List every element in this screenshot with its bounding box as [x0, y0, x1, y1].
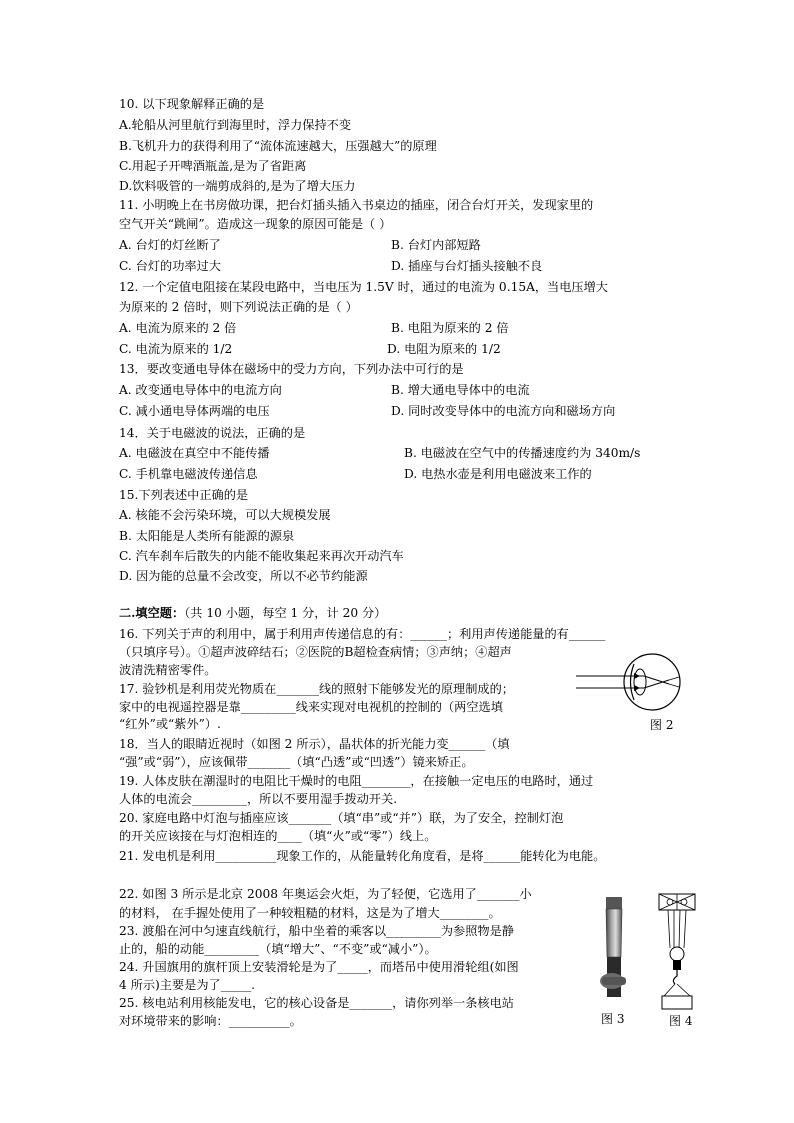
q12-option-c: C. 电流为原来的 1/2 — [119, 342, 233, 356]
q16-line1: 16. 下列关于声的利用中，属于利用声传递信息的有：______；利用声传递能量的有______ — [119, 627, 606, 641]
q11-stem-line2: 空气开关“跳闸”。造成这一现象的原因可能是（ ） — [119, 217, 392, 231]
q19-line1: 19. 人体皮肤在潮湿时的电阻比干燥时的电阻________，在接触一定电压的电路时，通过 — [119, 774, 594, 788]
q14-stem: 14．关于电磁波的说法，正确的是 — [119, 426, 306, 440]
q19-line2: 人体的电流会_________，所以不要用湿手拨动开关. — [119, 792, 398, 806]
q23-line2: 止的，船的动能_________（填“增大”、“不变”或“减小”）。 — [119, 942, 437, 956]
q21-line1: 21. 发电机是利用__________现象工作的，从能量转化角度看，是将______能转化为电能。 — [119, 849, 606, 863]
figure3-caption: 图 3 — [601, 1012, 625, 1026]
q13-option-c: C. 减小通电导体两端的电压 — [119, 404, 270, 418]
section2-title: 二.填空题： — [119, 606, 185, 620]
q15-option-d: D. 因为能的总量不会改变，所以不必节约能源 — [119, 569, 368, 583]
q22-line2: 的材料， 在手握处使用了一种较粗糙的材料，这是为了增大________。 — [119, 906, 501, 920]
q11-stem-line1: 11. 小明晚上在书房做功课，把台灯插头插入书桌边的插座，闭合台灯开关，发现家里的 — [119, 198, 594, 212]
q12-option-b: B. 电阻为原来的 2 倍 — [391, 321, 509, 335]
q20-line1: 20. 家庭电路中灯泡与插座应该_______（填“串”或“并”）联，为了安全，控制灯泡 — [119, 811, 564, 825]
q12-option-a: A. 电流为原来的 2 倍 — [119, 321, 237, 335]
q23-line1: 23. 渡船在河中匀速直线航行，船中坐着的乘客以_________为参照物是静 — [119, 924, 514, 938]
q25-line2: 对环境带来的影响：__________。 — [119, 1014, 302, 1028]
q13-stem: 13．要改变通电导体在磁场中的受力方向，下列办法中可行的是 — [119, 362, 464, 376]
figure4-caption: 图 4 — [669, 1014, 693, 1028]
q14-option-c: C. 手机靠电磁波传递信息 — [119, 467, 258, 481]
q14-option-b: B. 电磁波在空气中的传播速度约为 340m/s — [404, 446, 641, 460]
section2-note: （共 10 小题，每空 1 分，计 20 分） — [184, 606, 387, 620]
q10-option-c: C.用起子开啤酒瓶盖,是为了省距离 — [119, 159, 307, 173]
q11-option-b: B. 台灯内部短路 — [391, 238, 481, 252]
torch-image — [598, 893, 632, 1005]
q17-line3: “红外”或“紫外”）. — [119, 717, 221, 731]
q13-option-a: A. 改变通电导体中的电流方向 — [119, 383, 282, 397]
q12-stem-line2: 为原来的 2 倍时，则下列说法正确的是（ ） — [119, 300, 358, 314]
q10-option-a: A.轮船从河里航行到海里时，浮力保持不变 — [119, 118, 352, 132]
q14-option-d: D. 电热水壶是利用电磁波来工作的 — [404, 467, 592, 481]
q11-option-d: D. 插座与台灯插头接触不良 — [391, 259, 543, 273]
q13-option-d: D. 同时改变导体中的电流方向和磁场方向 — [391, 404, 616, 418]
q15-option-c: C. 汽车刹车后散失的内能不能收集起来再次开动汽车 — [119, 549, 404, 563]
q17-line2: 家中的电视遥控器是靠_________线来实现对电视机的控制的（两空选填 — [119, 700, 503, 714]
q10-option-b: B.飞机升力的获得利用了“流体流速越大，压强越大”的原理 — [119, 139, 437, 153]
q18-line2: “强”或“弱”），应该佩带_______（填“凸透”或“凹透”）镜来矫正。 — [119, 755, 474, 769]
eye-diagram — [574, 650, 686, 722]
q25-line1: 25. 核电站利用核能发电，它的核心设备是_______，请你列举一条核电站 — [119, 996, 514, 1010]
q10-option-d: D.饮料吸管的一端剪成斜的,是为了增大压力 — [119, 179, 356, 193]
q14-option-a: A. 电磁波在真空中不能传播 — [119, 446, 270, 460]
section2-header — [119, 604, 386, 623]
q15-option-a: A. 核能不会污染环境，可以大规模发展 — [119, 508, 331, 522]
q22-line1: 22. 如图 3 所示是北京 2008 年奥运会火炬，为了轻便，它选用了_______小 — [119, 887, 532, 901]
figure2-caption: 图 2 — [650, 718, 674, 732]
q12-option-d: D. 电阻为原来的 1/2 — [387, 342, 501, 356]
q17-line1: 17. 验钞机是利用荧光物质在_______线的照射下能够发光的原理制成的； — [119, 682, 514, 696]
q10-stem: 10. 以下现象解释正确的是 — [119, 97, 265, 111]
q20-line2: 的开关应该接在与灯泡相连的____（填“火”或“零”）线上。 — [119, 829, 437, 843]
q12-stem-line1: 12. 一个定值电阻接在某段电路中，当电压为 1.5V 时，通过的电流为 0.15A，当电压增大 — [119, 280, 608, 294]
q11-option-c: C. 台灯的功率过大 — [119, 259, 221, 273]
q24-line2: 4 所示)主要是为了_____. — [119, 978, 256, 992]
q16-line3: 波清洗精密零件。 — [119, 663, 217, 677]
q15-stem: 15.下列表述中正确的是 — [119, 488, 249, 502]
crane-pulley-diagram — [656, 888, 698, 1012]
q24-line1: 24. 升国旗用的旗杆顶上安装滑轮是为了_____，而塔吊中使用滑轮组(如图 — [119, 960, 519, 974]
q16-line2: （只填序号）。①超声波碎结石；②医院的B超检查病情；③声纳；④超声 — [119, 645, 512, 659]
q11-option-a: A. 台灯的灯丝断了 — [119, 238, 221, 252]
q18-line1: 18．当人的眼睛近视时（如图 2 所示），晶状体的折光能力变______（填 — [119, 737, 510, 751]
q15-option-b: B. 太阳能是人类所有能源的源泉 — [119, 529, 295, 543]
q13-option-b: B. 增大通电导体中的电流 — [391, 383, 530, 397]
